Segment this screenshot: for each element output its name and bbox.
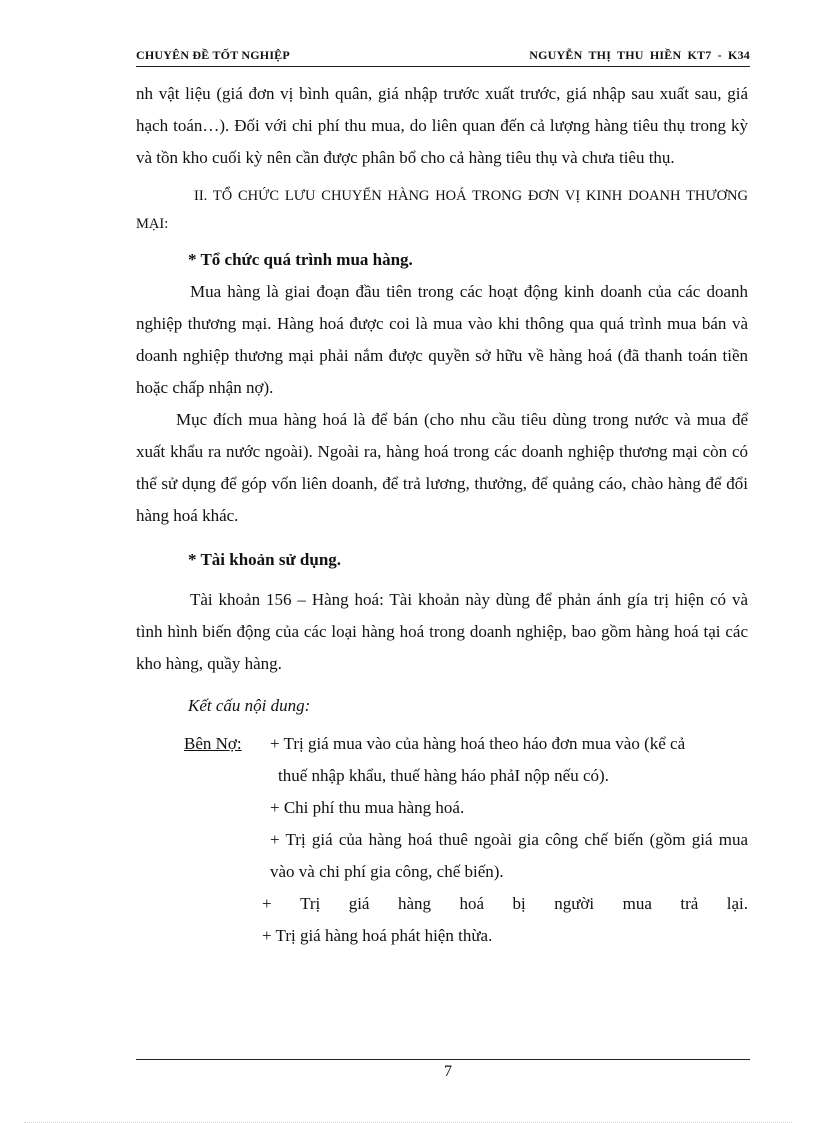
debit-entry-4-word: hoá <box>459 894 485 913</box>
section-heading: II. TỔ CHỨC LƯU CHUYỂN HÀNG HOÁ TRONG ĐƠN VỊ KINH DOANH THƯƠNG MẠI: <box>136 188 748 232</box>
debit-entry-4-word: mua <box>622 894 652 913</box>
debit-entry-3: + Trị giá của hàng hoá thuê ngoài gia công chế biến (gồm giá mua vào và chi phí gia công, chế biến). <box>270 830 748 881</box>
debit-entry-1 <box>270 728 748 792</box>
debit-side-section <box>136 728 748 952</box>
debit-side-label: Bên Nợ: <box>184 734 242 753</box>
document-body <box>136 78 748 952</box>
subheading-purchasing: * Tổ chức quá trình mua hàng. <box>188 250 413 269</box>
paragraph-continuation: nh vật liệu (giá đơn vị bình quân, giá nhập trước xuất trước, giá nhập sau xuất sau, giá hạch toán…). Đối với chi phí thu mua, do liên quan đến cả lượng hàng tiêu thụ trong kỳ và tồn kho cuối kỳ nên cần được phân bổ cho cả hàng tiêu thụ và chưa tiêu thụ. <box>136 84 748 167</box>
debit-entry-4-word: hàng <box>397 894 431 913</box>
debit-entry-4-word: + <box>262 894 272 913</box>
debit-entry-1-line1: + Trị giá mua vào của hàng hoá theo háo đơn mua vào (kể cả <box>270 734 686 753</box>
paragraph-purpose: Mục đích mua hàng hoá là để bán (cho nhu cầu tiêu dùng trong nước và mua để xuất khẩu ra nước ngoài). Ngoài ra, hàng hoá trong các doanh nghiệp thương mại còn có thể sử dụng để góp vốn liên doanh, để trả lương, thưởng, để quảng cáo, chào hàng để đổi hàng hoá khác. <box>136 410 748 525</box>
header-rule <box>136 66 750 67</box>
debit-entry-4-word: bị <box>512 894 526 913</box>
debit-entry-2: + Chi phí thu mua hàng hoá. <box>270 798 465 817</box>
header-author: NGUYỄN THỊ THU HIỀN KT7 - K34 <box>529 48 750 62</box>
paragraph-account-156: Tài khoản 156 – Hàng hoá: Tài khoản này dùng để phản ánh gía trị hiện có và tình hình biến động của các loại hàng hoá trong doanh nghiệp, bao gồm hàng hoá tại các kho hàng, quầy hàng. <box>136 590 748 673</box>
debit-entry-1-line2: thuế nhập khẩu, thuế hàng háo phảI nộp nếu có). <box>278 766 609 785</box>
debit-entry-4-word: Trị <box>300 894 321 913</box>
header-left-title: CHUYÊN ĐỀ TỐT NGHIỆP <box>136 48 290 62</box>
structure-label: Kết cấu nội dung: <box>188 696 311 715</box>
debit-entry-4-word: trả <box>680 894 699 913</box>
debit-entry-4-word: người <box>554 894 595 913</box>
debit-entry-4-word: giá <box>348 894 370 913</box>
paragraph-purchasing: Mua hàng là giai đoạn đầu tiên trong các hoạt động kinh doanh của các doanh nghiệp thương mại. Hàng hoá được coi là mua vào khi thông qua quá trình mua bán và doanh nghiệp thương mại phải nắm được quyền sở hữu về hàng hoá (đã thanh toán tiền hoặc chấp nhận nợ). <box>136 282 748 397</box>
running-header <box>136 48 750 68</box>
footer-rule <box>136 1059 750 1060</box>
debit-entry-5: + Trị giá hàng hoá phát hiện thừa. <box>262 926 493 945</box>
page-number: 7 <box>444 1063 452 1080</box>
debit-entry-4-word: lại. <box>726 894 748 913</box>
debit-entry-4 <box>262 888 748 920</box>
subheading-accounts: * Tài khoản sử dụng. <box>188 550 342 569</box>
